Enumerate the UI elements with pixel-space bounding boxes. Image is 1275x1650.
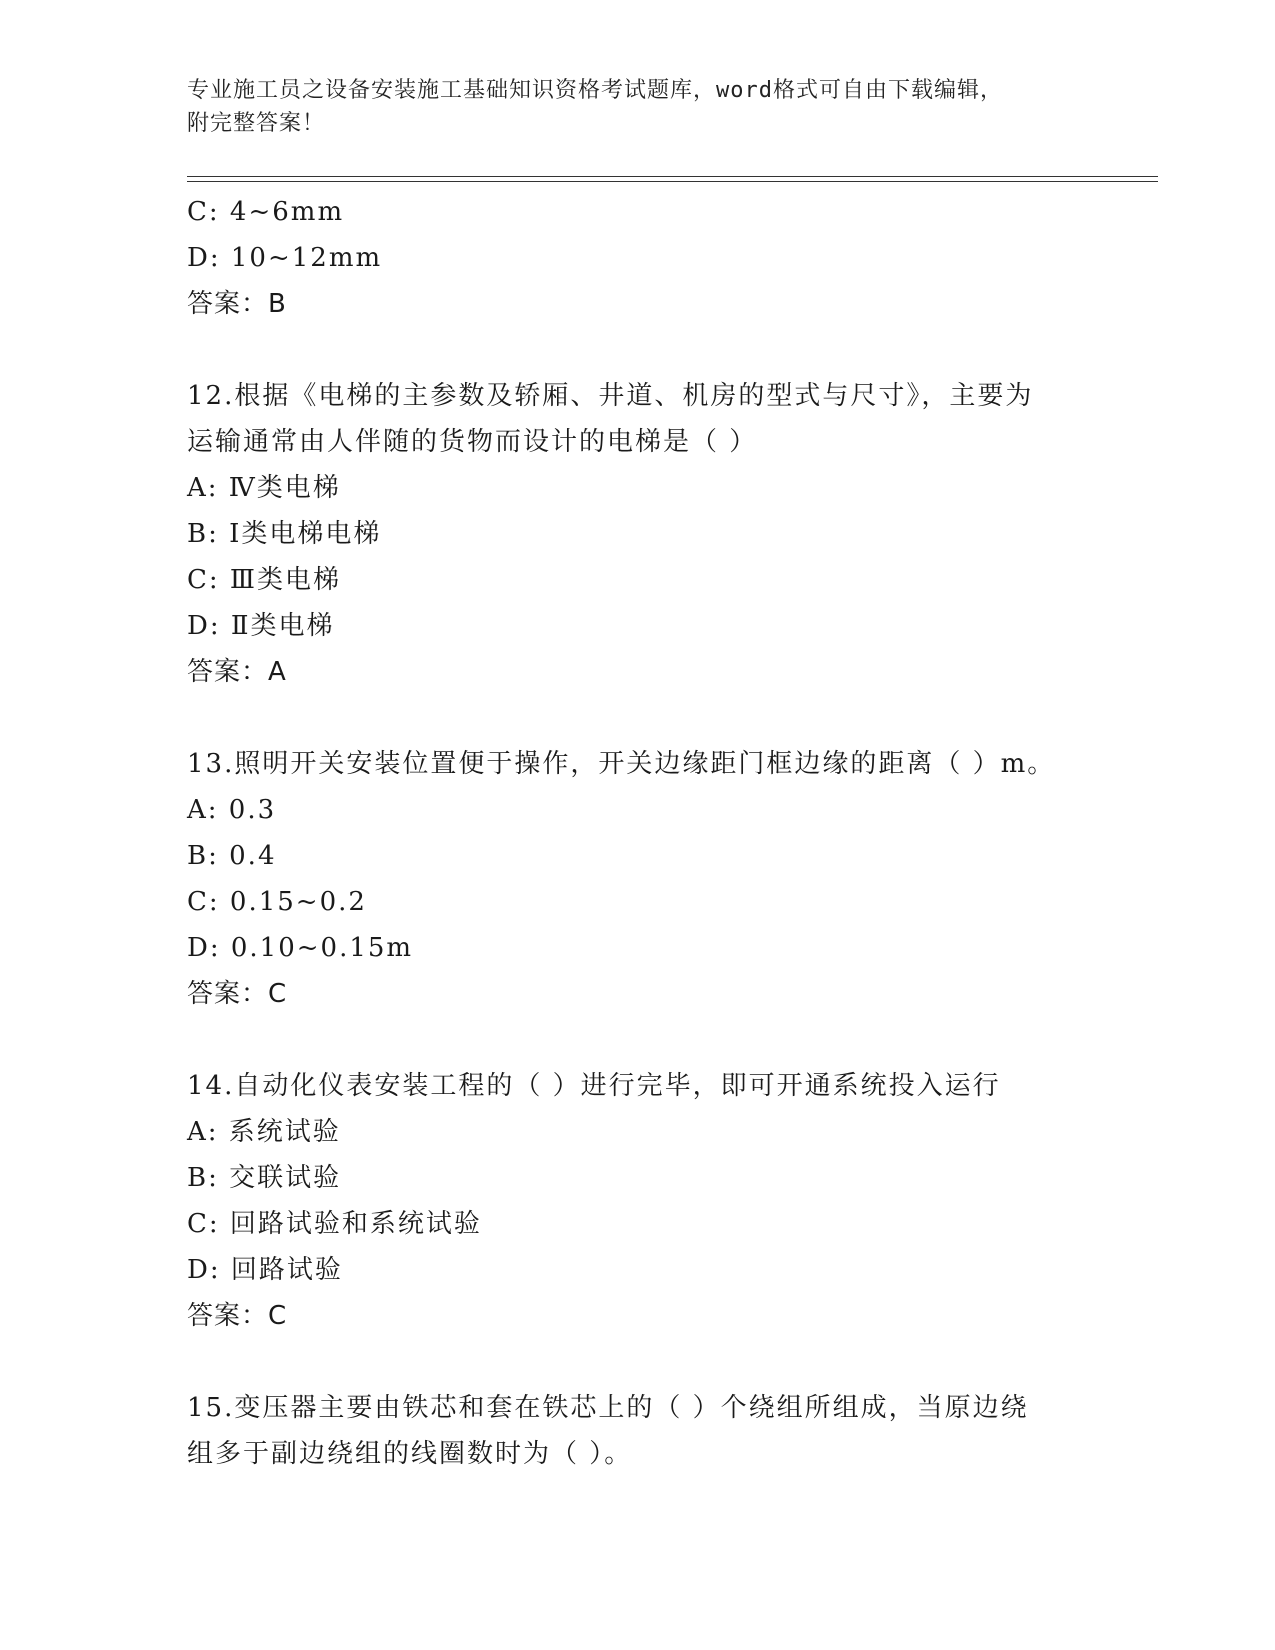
option-c: C: 0.15~0.2	[187, 887, 367, 917]
answer: 答案：C	[187, 979, 288, 1009]
spacer	[187, 327, 1147, 373]
option-d: D: 回路试验	[187, 1255, 343, 1285]
spacer	[187, 695, 1147, 741]
header-line-2: 附完整答案！	[187, 111, 326, 136]
question-stem-continued: 运输通常由人伴随的货物而设计的电梯是（ ）	[187, 427, 758, 457]
spacer	[187, 1339, 1147, 1385]
option-b: B: Ⅰ类电梯电梯	[187, 519, 382, 549]
question-11	[187, 189, 1147, 327]
answer: 答案：C	[187, 1301, 288, 1331]
answer: 答案：A	[187, 657, 287, 687]
option-c: C: 4~6mm	[187, 197, 345, 227]
answer: 答案：B	[187, 289, 287, 319]
option-a: A: 0.3	[187, 795, 277, 825]
question-stem-continued: 组多于副边绕组的线圈数时为（ ）。	[187, 1439, 633, 1469]
question-12	[187, 373, 1147, 695]
option-b: B: 0.4	[187, 841, 277, 871]
question-stem: 14.自动化仪表安装工程的（ ）进行完毕，即可开通系统投入运行	[187, 1071, 1001, 1101]
question-list	[187, 189, 1147, 1477]
header-divider-top	[187, 176, 1158, 177]
document-header	[187, 74, 1087, 140]
option-a: A: Ⅳ类电梯	[187, 473, 341, 503]
option-b: B: 交联试验	[187, 1163, 342, 1193]
option-d: D: 10~12mm	[187, 243, 383, 273]
question-14	[187, 1063, 1147, 1339]
option-c: C: 回路试验和系统试验	[187, 1209, 482, 1239]
header-divider-bottom	[187, 181, 1158, 182]
question-stem: 13.照明开关安装位置便于操作，开关边缘距门框边缘的距离（ ）m。	[187, 749, 1056, 779]
question-15	[187, 1385, 1147, 1477]
option-c: C: Ⅲ类电梯	[187, 565, 341, 595]
question-stem: 15.变压器主要由铁芯和套在铁芯上的（ ）个绕组所组成，当原边绕	[187, 1393, 1029, 1423]
header-line-1: 专业施工员之设备安装施工基础知识资格考试题库，word格式可自由下载编辑，	[187, 78, 1003, 103]
option-d: D: 0.10~0.15m	[187, 933, 414, 963]
question-13	[187, 741, 1147, 1017]
option-d: D: Ⅱ类电梯	[187, 611, 335, 641]
question-stem: 12.根据《电梯的主参数及轿厢、井道、机房的型式与尺寸》，主要为	[187, 381, 1034, 411]
spacer	[187, 1017, 1147, 1063]
option-a: A: 系统试验	[187, 1117, 341, 1147]
